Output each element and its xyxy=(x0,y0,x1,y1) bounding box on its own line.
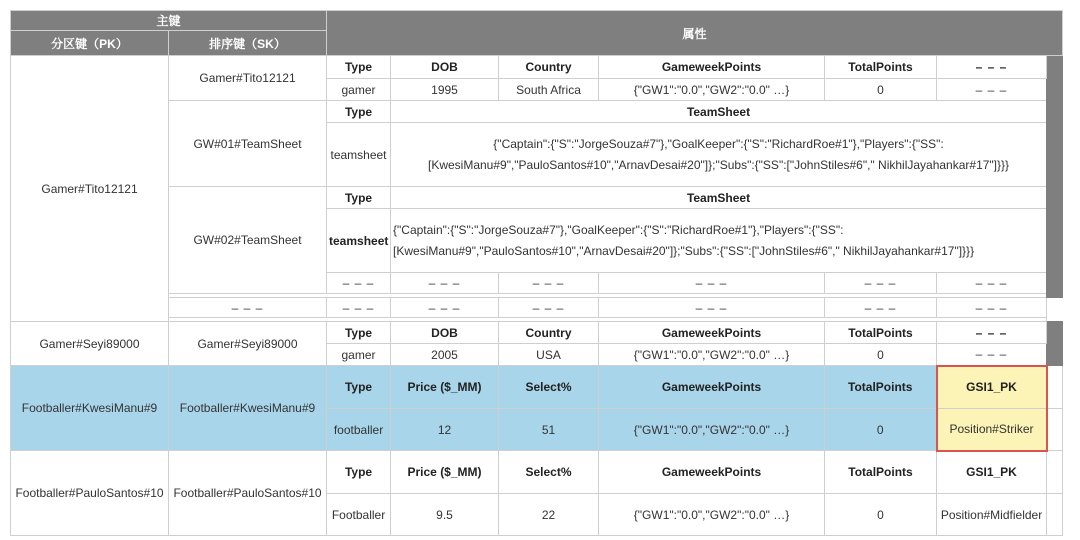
teamsheet-json: {"Captain":{"S":"JorgeSouza#7"},"GoalKeeper":{"S":"RichardRoe#1"},"Players":{"SS": [KwesiManu#9","PauloSantos#10","ArnavDesai#20"]};"Subs":{"SS":["JohnStiles#6"," NikhilJayahankar#17"]}}} xyxy=(391,123,1047,187)
empty-cell: – – – xyxy=(499,273,599,294)
tito-profile-sk-cell: Gamer#Tito12121 xyxy=(169,56,327,101)
kwesi-pk-cell: Footballer#KwesiManu#9 xyxy=(11,366,169,451)
attr-value: teamsheet xyxy=(327,123,391,187)
empty-cell: – – – xyxy=(937,344,1047,366)
seyi-sk-cell: Gamer#Seyi89000 xyxy=(169,322,327,366)
empty-cell: – – – xyxy=(825,298,937,318)
gsi1-pk-value: Position#Striker xyxy=(937,409,1047,451)
attr-value: {"GW1":"0.0","GW2":"0.0" …} xyxy=(599,79,825,101)
attr-header: Country xyxy=(499,322,599,344)
edge-cell xyxy=(1047,494,1063,536)
empty-cell: – – – xyxy=(599,298,825,318)
attr-value: {"GW1":"0.0","GW2":"0.0" …} xyxy=(599,494,825,536)
attr-header: Price ($_MM) xyxy=(391,366,499,409)
attr-header: GSI1_PK xyxy=(937,451,1047,494)
dynamodb-table xyxy=(10,10,1063,536)
attr-header: Price ($_MM) xyxy=(391,451,499,494)
empty-cell: – – – xyxy=(937,79,1047,101)
attr-value: South Africa xyxy=(499,79,599,101)
kwesi-sk-cell: Footballer#KwesiManu#9 xyxy=(169,366,327,451)
attr-value: {"GW1":"0.0","GW2":"0.0" …} xyxy=(599,409,825,451)
attr-value: 2005 xyxy=(391,344,499,366)
gray-filler xyxy=(1047,322,1063,366)
empty-cell: – – – xyxy=(937,322,1047,344)
tito-pk-cell: Gamer#Tito12121 xyxy=(11,56,169,322)
teamsheet-json: {"Captain":{"S":"JorgeSouza#7"},"GoalKeeper":{"S":"RichardRoe#1"},"Players":{"SS": [KwesiManu#9","PauloSantos#10","ArnavDesai#20"]};"Subs":{"SS":["JohnStiles#6"," NikhilJayahankar#17"]}}} xyxy=(391,209,1047,273)
attr-value: 1995 xyxy=(391,79,499,101)
attr-header: DOB xyxy=(391,56,499,79)
attr-header: Type xyxy=(327,322,391,344)
attr-header: Type xyxy=(327,451,391,494)
attr-header: GameweekPoints xyxy=(599,451,825,494)
attr-value: USA xyxy=(499,344,599,366)
attr-header: TotalPoints xyxy=(825,366,937,409)
gw2-sk-cell: GW#02#TeamSheet xyxy=(169,187,327,294)
empty-cell: – – – xyxy=(599,273,825,294)
attr-header: Type xyxy=(327,56,391,79)
empty-cell: – – – xyxy=(327,298,391,318)
edge-cell xyxy=(1047,366,1063,409)
empty-cell: – – – xyxy=(937,298,1047,318)
gray-filler xyxy=(1047,56,1063,298)
attr-value: 0 xyxy=(825,494,937,536)
attr-value: gamer xyxy=(327,344,391,366)
empty-cell: – – – xyxy=(327,273,391,294)
attr-value: teamsheet xyxy=(327,209,391,273)
attr-header: Country xyxy=(499,56,599,79)
paulo-pk-cell: Footballer#PauloSantos#10 xyxy=(11,451,169,536)
attr-value: Position#Midfielder xyxy=(937,494,1047,536)
attr-value: 0 xyxy=(825,409,937,451)
attr-value: 22 xyxy=(499,494,599,536)
attr-value: footballer xyxy=(327,409,391,451)
attr-value: {"GW1":"0.0","GW2":"0.0" …} xyxy=(599,344,825,366)
empty-cell: – – – xyxy=(937,56,1047,79)
attr-header: GameweekPoints xyxy=(599,322,825,344)
attr-header: Type xyxy=(327,101,391,123)
paulo-sk-cell: Footballer#PauloSantos#10 xyxy=(169,451,327,536)
sort-key-header: 排序键（SK） xyxy=(169,31,327,56)
attr-header: DOB xyxy=(391,322,499,344)
attr-header: GameweekPoints xyxy=(599,366,825,409)
gsi1-pk-header: GSI1_PK xyxy=(937,366,1047,409)
attr-value: gamer xyxy=(327,79,391,101)
empty-cell: – – – xyxy=(937,273,1047,294)
seyi-pk-cell: Gamer#Seyi89000 xyxy=(11,322,169,366)
empty-cell: – – – xyxy=(391,298,499,318)
attr-header: Type xyxy=(327,187,391,209)
attr-header: TeamSheet xyxy=(391,187,1047,209)
attributes-header: 属性 xyxy=(327,11,1063,56)
edge-cell xyxy=(1047,409,1063,451)
attr-header: Select% xyxy=(499,366,599,409)
attr-header: TotalPoints xyxy=(825,451,937,494)
attr-header: TotalPoints xyxy=(825,56,937,79)
attr-header: Type xyxy=(327,366,391,409)
gw1-sk-cell: GW#01#TeamSheet xyxy=(169,101,327,187)
attr-value: Footballer xyxy=(327,494,391,536)
attr-value: 9.5 xyxy=(391,494,499,536)
attr-header: TotalPoints xyxy=(825,322,937,344)
edge-cell xyxy=(1047,451,1063,494)
attr-value: 51 xyxy=(499,409,599,451)
attr-header: GameweekPoints xyxy=(599,56,825,79)
attr-header: Select% xyxy=(499,451,599,494)
empty-cell: – – – xyxy=(169,298,327,318)
attr-header: TeamSheet xyxy=(391,101,1047,123)
attr-value: 0 xyxy=(825,344,937,366)
attr-value: 0 xyxy=(825,79,937,101)
partition-key-header: 分区键（PK） xyxy=(11,31,169,56)
empty-cell: – – – xyxy=(499,298,599,318)
primary-key-header: 主键 xyxy=(11,11,327,31)
empty-cell: – – – xyxy=(391,273,499,294)
empty-cell: – – – xyxy=(825,273,937,294)
attr-value: 12 xyxy=(391,409,499,451)
